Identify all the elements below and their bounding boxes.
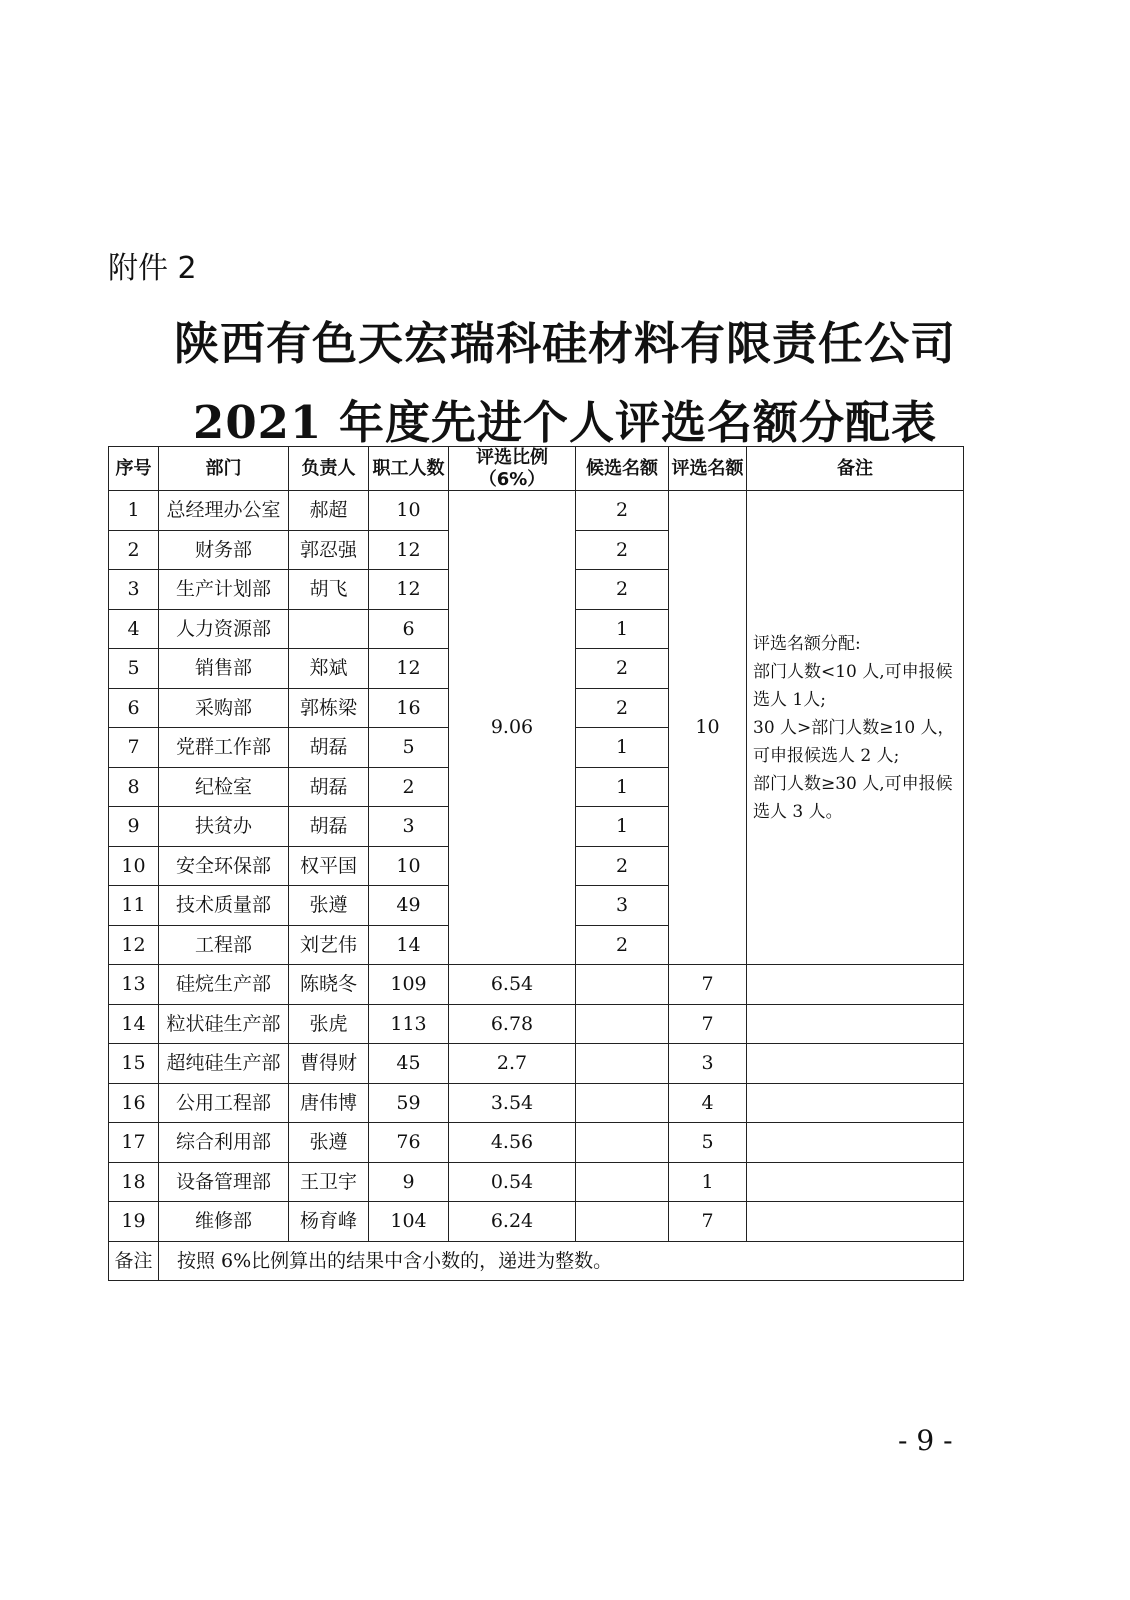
cell-ratio: 6.24 bbox=[449, 1202, 576, 1242]
cell-staff: 10 bbox=[369, 491, 449, 531]
cell-no: 4 bbox=[109, 609, 159, 649]
cell-quota: 7 bbox=[669, 1202, 747, 1242]
cell-candidates bbox=[576, 1162, 669, 1202]
cell-staff: 49 bbox=[369, 886, 449, 926]
cell-remark bbox=[747, 965, 964, 1005]
cell-remark bbox=[747, 1083, 964, 1123]
cell-head: 唐伟博 bbox=[289, 1083, 369, 1123]
table-row bbox=[109, 1123, 964, 1163]
cell-ratio: 4.56 bbox=[449, 1123, 576, 1163]
cell-staff: 45 bbox=[369, 1044, 449, 1084]
cell-dept: 采购部 bbox=[159, 688, 289, 728]
cell-no: 8 bbox=[109, 767, 159, 807]
remark-line: 部门人数≥30 人,可申报候选人 3 人。 bbox=[753, 773, 953, 822]
cell-candidates: 3 bbox=[576, 886, 669, 926]
cell-head: 张虎 bbox=[289, 1004, 369, 1044]
cell-remark bbox=[747, 1004, 964, 1044]
cell-candidates: 2 bbox=[576, 649, 669, 689]
cell-dept: 粒状硅生产部 bbox=[159, 1004, 289, 1044]
cell-dept: 工程部 bbox=[159, 925, 289, 965]
cell-dept: 公用工程部 bbox=[159, 1083, 289, 1123]
cell-no: 12 bbox=[109, 925, 159, 965]
cell-candidates: 1 bbox=[576, 807, 669, 847]
cell-dept: 生产计划部 bbox=[159, 570, 289, 610]
cell-dept: 安全环保部 bbox=[159, 846, 289, 886]
cell-dept: 财务部 bbox=[159, 530, 289, 570]
table-row bbox=[109, 1044, 964, 1084]
group-quota-cell: 10 bbox=[669, 491, 747, 965]
table-row bbox=[109, 1004, 964, 1044]
group-remark-cell bbox=[747, 491, 964, 965]
cell-dept: 设备管理部 bbox=[159, 1162, 289, 1202]
cell-head: 刘艺伟 bbox=[289, 925, 369, 965]
table-header-row bbox=[109, 447, 964, 491]
cell-staff: 109 bbox=[369, 965, 449, 1005]
header-head: 负责人 bbox=[289, 447, 369, 491]
cell-head: 张遵 bbox=[289, 886, 369, 926]
cell-dept: 销售部 bbox=[159, 649, 289, 689]
cell-staff: 12 bbox=[369, 570, 449, 610]
header-no: 序号 bbox=[109, 447, 159, 491]
cell-ratio: 2.7 bbox=[449, 1044, 576, 1084]
header-staff: 职工人数 bbox=[369, 447, 449, 491]
cell-staff: 2 bbox=[369, 767, 449, 807]
header-candidates: 候选名额 bbox=[576, 447, 669, 491]
cell-head: 郝超 bbox=[289, 491, 369, 531]
cell-dept: 超纯硅生产部 bbox=[159, 1044, 289, 1084]
cell-staff: 113 bbox=[369, 1004, 449, 1044]
cell-dept: 扶贫办 bbox=[159, 807, 289, 847]
document-title-line1: 陕西有色天宏瑞科硅材料有限责任公司 bbox=[173, 317, 956, 370]
cell-no: 16 bbox=[109, 1083, 159, 1123]
cell-no: 15 bbox=[109, 1044, 159, 1084]
cell-candidates bbox=[576, 1123, 669, 1163]
cell-ratio: 3.54 bbox=[449, 1083, 576, 1123]
cell-quota: 1 bbox=[669, 1162, 747, 1202]
cell-quota: 7 bbox=[669, 1004, 747, 1044]
cell-candidates: 2 bbox=[576, 846, 669, 886]
cell-staff: 5 bbox=[369, 728, 449, 768]
cell-candidates bbox=[576, 1004, 669, 1044]
cell-quota: 3 bbox=[669, 1044, 747, 1084]
cell-candidates: 2 bbox=[576, 491, 669, 531]
header-remark: 备注 bbox=[747, 447, 964, 491]
header-quota: 评选名额 bbox=[669, 447, 747, 491]
cell-candidates bbox=[576, 1044, 669, 1084]
cell-candidates: 2 bbox=[576, 925, 669, 965]
cell-no: 18 bbox=[109, 1162, 159, 1202]
remark-line: 部门人数<10 人,可申报候选人 1人; bbox=[753, 661, 953, 710]
cell-head: 王卫宇 bbox=[289, 1162, 369, 1202]
cell-head: 胡磊 bbox=[289, 728, 369, 768]
cell-candidates bbox=[576, 1202, 669, 1242]
cell-head bbox=[289, 609, 369, 649]
cell-quota: 4 bbox=[669, 1083, 747, 1123]
note-text: 按照 6%比例算出的结果中含小数的，递进为整数。 bbox=[159, 1241, 964, 1281]
cell-no: 9 bbox=[109, 807, 159, 847]
cell-no: 5 bbox=[109, 649, 159, 689]
table-row bbox=[109, 1162, 964, 1202]
cell-head: 权平国 bbox=[289, 846, 369, 886]
cell-staff: 10 bbox=[369, 846, 449, 886]
cell-staff: 59 bbox=[369, 1083, 449, 1123]
cell-head: 郑斌 bbox=[289, 649, 369, 689]
cell-dept: 技术质量部 bbox=[159, 886, 289, 926]
cell-dept: 纪检室 bbox=[159, 767, 289, 807]
table-row bbox=[109, 965, 964, 1005]
cell-head: 胡飞 bbox=[289, 570, 369, 610]
cell-staff: 12 bbox=[369, 530, 449, 570]
cell-candidates: 2 bbox=[576, 530, 669, 570]
cell-quota: 5 bbox=[669, 1123, 747, 1163]
cell-dept: 综合利用部 bbox=[159, 1123, 289, 1163]
remark-line: 30 人>部门人数≥10 人，可申报候选人 2 人; bbox=[753, 717, 955, 766]
cell-staff: 9 bbox=[369, 1162, 449, 1202]
cell-staff: 14 bbox=[369, 925, 449, 965]
cell-no: 6 bbox=[109, 688, 159, 728]
note-label: 备注 bbox=[109, 1241, 159, 1281]
cell-dept: 总经理办公室 bbox=[159, 491, 289, 531]
cell-no: 3 bbox=[109, 570, 159, 610]
cell-head: 郭栋梁 bbox=[289, 688, 369, 728]
table-row bbox=[109, 1202, 964, 1242]
cell-no: 13 bbox=[109, 965, 159, 1005]
cell-remark bbox=[747, 1162, 964, 1202]
cell-head: 胡磊 bbox=[289, 807, 369, 847]
cell-candidates bbox=[576, 965, 669, 1005]
cell-no: 1 bbox=[109, 491, 159, 531]
cell-head: 曹得财 bbox=[289, 1044, 369, 1084]
cell-staff: 104 bbox=[369, 1202, 449, 1242]
cell-head: 杨育峰 bbox=[289, 1202, 369, 1242]
cell-no: 10 bbox=[109, 846, 159, 886]
cell-head: 胡磊 bbox=[289, 767, 369, 807]
cell-remark bbox=[747, 1044, 964, 1084]
cell-remark bbox=[747, 1123, 964, 1163]
cell-quota: 7 bbox=[669, 965, 747, 1005]
cell-candidates bbox=[576, 1083, 669, 1123]
cell-candidates: 2 bbox=[576, 570, 669, 610]
page-number: - 9 - bbox=[898, 1424, 953, 1457]
cell-no: 17 bbox=[109, 1123, 159, 1163]
cell-candidates: 1 bbox=[576, 767, 669, 807]
cell-head: 张遵 bbox=[289, 1123, 369, 1163]
table-row bbox=[109, 491, 964, 531]
cell-candidates: 1 bbox=[576, 609, 669, 649]
header-ratio: 评选比例（6%） bbox=[449, 447, 576, 491]
cell-candidates: 1 bbox=[576, 728, 669, 768]
cell-candidates: 2 bbox=[576, 688, 669, 728]
cell-dept: 人力资源部 bbox=[159, 609, 289, 649]
table-row bbox=[109, 1083, 964, 1123]
cell-dept: 党群工作部 bbox=[159, 728, 289, 768]
cell-no: 2 bbox=[109, 530, 159, 570]
cell-ratio: 6.54 bbox=[449, 965, 576, 1005]
cell-staff: 3 bbox=[369, 807, 449, 847]
cell-no: 11 bbox=[109, 886, 159, 926]
remark-line: 评选名额分配: bbox=[753, 633, 861, 654]
attachment-label: 附件 2 bbox=[108, 251, 197, 286]
cell-no: 7 bbox=[109, 728, 159, 768]
header-dept: 部门 bbox=[159, 447, 289, 491]
cell-staff: 12 bbox=[369, 649, 449, 689]
cell-staff: 6 bbox=[369, 609, 449, 649]
cell-ratio: 6.78 bbox=[449, 1004, 576, 1044]
cell-no: 19 bbox=[109, 1202, 159, 1242]
cell-staff: 76 bbox=[369, 1123, 449, 1163]
cell-ratio: 0.54 bbox=[449, 1162, 576, 1202]
cell-head: 郭忍强 bbox=[289, 530, 369, 570]
group-ratio-cell: 9.06 bbox=[449, 491, 576, 965]
cell-head: 陈晓冬 bbox=[289, 965, 369, 1005]
cell-dept: 维修部 bbox=[159, 1202, 289, 1242]
cell-dept: 硅烷生产部 bbox=[159, 965, 289, 1005]
quota-allocation-table bbox=[108, 446, 964, 1281]
note-row bbox=[109, 1241, 964, 1281]
cell-remark bbox=[747, 1202, 964, 1242]
cell-staff: 16 bbox=[369, 688, 449, 728]
document-title-line2: 2021 年度先进个人评选名额分配表 bbox=[193, 396, 937, 449]
cell-no: 14 bbox=[109, 1004, 159, 1044]
